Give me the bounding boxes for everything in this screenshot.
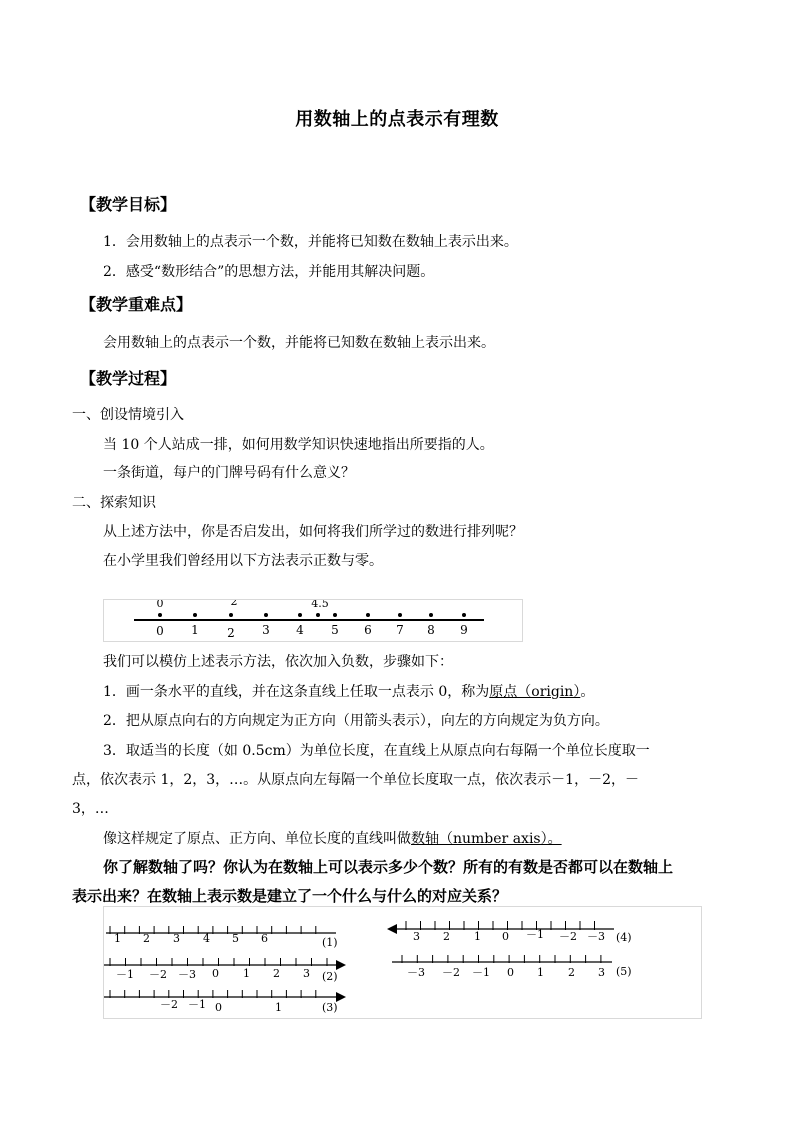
page-title: 用数轴上的点表示有理数 [295,109,499,130]
question-line-2: 表示出来？在数轴上表示数是建立了一个什么与什么的对应关系？ [72,887,508,905]
axis-tag: (1) [322,936,338,949]
axis-label: 3 [598,966,605,979]
axis-label: 1 [275,1001,282,1014]
positive-number-line-svg [104,600,522,641]
axis-label: 1 [537,966,544,979]
step-1 [103,682,594,702]
top-label-2: 2 [230,600,238,608]
axis-label: －3 [587,930,605,943]
part2-title: 二、探索知识 [72,495,156,511]
axis-label: 2 [443,930,450,943]
axis-label: 0 [215,1001,222,1014]
axis-label: 1 [114,932,121,945]
number-axis-term: 数轴（number axis）。 [411,831,562,847]
axis-label: －2 [149,968,167,981]
axis-label: 4 [203,932,210,945]
axis-tag: (5) [616,965,632,978]
axis-label: 3 [413,930,420,943]
step-3-line-2: 点，依次表示 1，2，3，…。从原点向左每隔一个单位长度取一点，依次表示－1，－2，－ [72,772,639,788]
axis-label: 0 [502,930,509,943]
arrow-left-icon [387,924,397,934]
step-3-line-1: 3．取适当的长度（如 0.5cm）为单位长度，在直线上从原点向右每隔一个单位长度取一 [103,743,650,759]
axis-4 [387,921,632,944]
axis-label: －3 [178,968,196,981]
axis-2 [104,958,346,983]
axis-label: －1 [526,928,544,941]
axis-label: 1 [243,967,250,980]
axis-label: 6 [261,932,268,945]
definition-text: 像这样规定了原点、正方向、单位长度的直线叫做 [103,831,411,847]
number-axis-examples-svg [104,907,701,1018]
part2-line-1: 从上述方法中，你是否启发出，如何将我们所学过的数进行排列呢？ [103,524,523,540]
key-heading: 【教学重难点】 [80,295,193,314]
axis-label: －1 [188,998,206,1011]
axis-label: －1 [116,968,134,981]
axis-label: －2 [160,998,178,1011]
axis-label: －2 [442,966,460,979]
tick-label: 1 [191,623,199,637]
origin-term: 原点（origin） [489,684,581,700]
axis-label: 2 [273,967,280,980]
tick-label: 8 [427,623,435,637]
number-line-point [398,613,402,617]
axis-label: 2 [143,932,150,945]
arrow-right-icon [336,960,346,970]
step-2: 2．把从原点向右的方向规定为正方向（用箭头表示），向左的方向规定为负方向。 [103,713,609,729]
axis-3 [104,990,346,1014]
key-text: 会用数轴上的点表示一个数，并能将已知数在数轴上表示出来。 [103,335,495,351]
number-line-point [264,613,268,617]
tick-label: 6 [364,623,372,637]
step-3-line-3: 3，… [72,801,109,817]
axis-label: 2 [568,966,575,979]
axis-label: 3 [303,967,310,980]
axis-label: －3 [407,966,425,979]
part2-line-2: 在小学里我们曾经用以下方法表示正数与零。 [103,553,383,569]
axis-5 [392,955,632,979]
number-line-point [366,613,370,617]
number-line-point [158,613,162,617]
process-heading: 【教学过程】 [80,369,177,388]
tick-label: 3 [262,623,270,637]
part1-line-2: 一条街道，每户的门牌号码有什么意义？ [103,465,355,481]
axis-1 [106,926,338,949]
axis-tag: (2) [322,970,338,983]
part1-line-1: 当 10 个人站成一排，如何用数学知识快速地指出所要指的人。 [103,437,494,453]
positive-number-line-figure [103,599,523,642]
tick-label: 0 [156,624,164,638]
definition [103,829,562,849]
goal-item-2: 2．感受“数形结合”的思想方法，并能用其解决问题。 [103,264,435,280]
goal-item-1: 1．会用数轴上的点表示一个数，并能将已知数在数轴上表示出来。 [103,234,518,250]
after-figure-text: 我们可以模仿上述表示方法，依次加入负数，步骤如下： [103,654,453,670]
step-1-text: 1．画一条水平的直线，并在这条直线上任取一点表示 0，称为 [103,684,490,700]
goal-heading: 【教学目标】 [80,195,177,214]
axis-label: 5 [232,932,239,945]
number-line-point [298,613,302,617]
axis-label: －2 [559,930,577,943]
tick-label: 7 [396,623,404,637]
top-label-4-5: 4.5 [311,600,329,610]
axis-tag: (4) [616,931,632,944]
number-line-point [316,613,320,617]
axis-tag: (3) [322,1001,338,1014]
axis-label: 0 [212,967,219,980]
axis-label: 0 [507,966,514,979]
number-line-point [229,613,233,617]
top-label-0: 0 [156,600,164,610]
question-line-1: 你了解数轴了吗？你认为在数轴上可以表示多少个数？所有的有数是否都可以在数轴上 [103,858,674,876]
axis-label: －1 [472,966,490,979]
tick-label: 5 [331,623,339,637]
number-axis-examples-figure [103,906,702,1019]
number-line-point [333,613,337,617]
number-line-point [462,613,466,617]
part1-title: 一、创设情境引入 [72,407,184,423]
tick-label: 9 [460,623,468,637]
axis-label: 1 [474,930,481,943]
step-1-end: 。 [580,684,595,700]
tick-label: 2 [227,626,235,640]
tick-label: 4 [296,623,304,637]
number-line-point [193,613,197,617]
number-line-point [429,613,433,617]
axis-label: 3 [173,932,180,945]
